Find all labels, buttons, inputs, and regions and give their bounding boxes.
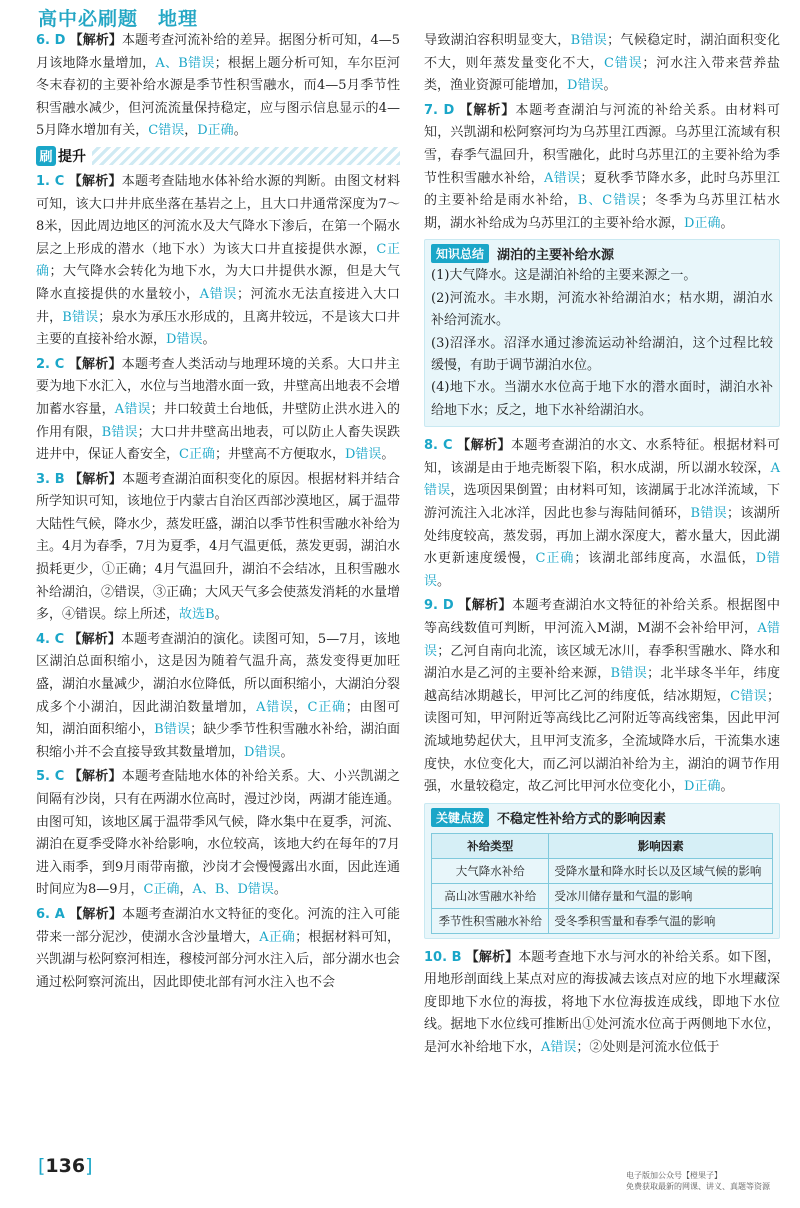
analysis-text: 本题考查湖泊水文特征的补给关系。根据图中等高线数值可判断，甲河流入M湖，M湖不会补给甲河，	[424, 598, 780, 636]
verdict: C错误	[603, 55, 643, 71]
verdict: D错误	[344, 447, 382, 463]
page-number	[38, 1155, 93, 1177]
analysis-text: ；根据上题分析可知，车尔臣河冬末春初的主要补给水源是季节性积雪融水，而4—5月季节性积雪融水减少，但河流流量保持稳定，应与图示信息显示的4—5月降水增加有关，	[36, 55, 400, 139]
question-number: 5. C	[36, 769, 65, 785]
table-header: 补给类型	[432, 833, 549, 858]
section-title: 提升	[58, 148, 86, 165]
table-cell: 高山冰雪融水补给	[432, 883, 549, 908]
verdict: C正确	[535, 551, 575, 567]
analysis-text: 。	[202, 332, 216, 348]
analysis-text: ；泉水为承压水形成的，且离井较远，不是该大口井主要的直接补给水源，	[36, 309, 400, 348]
analysis-text: ；乙河自南向北流，该区域无冰川，春季积雪融水、降水和湖泊水是乙河的主要补给来源，	[424, 643, 780, 682]
analysis-text: 本题考查湖泊水文特征的变化。河流的注入可能带来一部分泥沙，使湖水含沙量增大，	[36, 906, 400, 945]
question-number: 8. C	[424, 438, 453, 454]
knowledge-summary-label: 知识总结	[431, 244, 489, 263]
table-row	[432, 908, 773, 933]
knowledge-summary-header	[431, 244, 773, 263]
verdict: D错误	[567, 78, 604, 94]
question-number: 7. D	[424, 102, 455, 118]
footer-note	[626, 1170, 770, 1192]
analysis-tag: 【解析】	[68, 769, 122, 785]
answer-6a-continued	[424, 30, 780, 98]
analysis-text: ；读图可知，甲河附近等高线比乙河附近等高线密集，因此甲河流域地势起伏大，且甲河支流多，全流域降水后，干流集水速度快，水位变化大，而乙河以湖泊补给为主，湖泊的调节作用强，水量较稳定，故乙河比甲河水位变化小，	[424, 688, 780, 795]
analysis-text: ；河流水无法直接进入大口井，	[36, 286, 400, 325]
answer-6a	[36, 904, 400, 994]
analysis-text: 本题考查陆地水体的补给关系。大、小兴凯湖之间隔有沙岗，只有在两湖水位高时，漫过沙岗，两湖才能连通。由图可知，该地区属于温带季风气候，降水集中在夏季，河流、湖泊在夏季受降水补给影响，水位较高，该地大约在每年的7月进入雨季，到9月雨带南撤，沙岗才会慢慢露出水面，因此连通时间应为8—9月，	[36, 769, 401, 898]
table-header: 影响因素	[549, 833, 773, 858]
answer-2	[36, 354, 400, 467]
bracket-left: [	[38, 1155, 46, 1177]
analysis-text: 。	[233, 123, 247, 139]
analysis-text: ；②处则是河流水位低于	[576, 1040, 720, 1056]
analysis-text: ；井壁高不方便取水，	[214, 447, 345, 463]
key-point-box	[424, 803, 780, 939]
verdict: B错误	[62, 309, 99, 325]
analysis-text: 本题考查湖泊面积变化的原因。根据材料并结合所学知识可知，该地位于内蒙古自治区西部沙漠地区，属于温带大陆性气候，降水少，蒸发旺盛，湖泊以季节性积雪融水补给为主。4月为春季，7月为夏季，4月气温更低，蒸发更弱，湖泊水损耗更少，①正确；4月气温回升，湖泊不会结冰，且积雪融水补给湖泊，②错误，③正确；大风天气多会使蒸发消耗的水量增多，④错误。综上所述，	[36, 471, 401, 623]
answer-7	[424, 100, 780, 236]
footer-line: 电子版加公众号【橙果子】	[626, 1171, 722, 1180]
verdict: D错误	[424, 551, 780, 589]
analysis-text: 本题考查河流补给的差异。据图分析可知，4—5月该地降水量增加，	[36, 33, 400, 71]
verdict: B错误	[690, 505, 727, 521]
analysis-text: 本题考查地下水与河水的补给关系。如下图，用地形剖面线上某点对应的海拔减去该点对应的地下水埋藏深度即地下水位的海拔，将地下水位海拔连成线，即地下水位线。据地下水位线可推断出①处河流水位高于两侧地下水位，是河水补给地下水，	[424, 949, 780, 1056]
key-point-header	[431, 808, 773, 827]
answer-10	[424, 947, 780, 1060]
analysis-text: ；根据材料可知，兴凯湖与松阿察河相连，穆棱河部分河水注入后，部分湖水也会通过松阿察河流出，因此即使北部有河水注入也不会	[36, 929, 401, 990]
analysis-text: ；该湖北部纬度高，水温低，	[574, 551, 756, 567]
analysis-text: ，	[184, 123, 198, 139]
analysis-text: ；河水注入带来营养盐类，渔业资源可能增加，	[424, 55, 780, 94]
verdict: D错误	[166, 332, 203, 348]
supply-factor-table	[431, 833, 773, 934]
analysis-tag: 【解析】	[68, 356, 122, 372]
analysis-text: 本题考查陆地水体补给水源的判断。由图文材料可知，该大口井井底坐落在基岩之上，且大口井通常深度为7～8米，因此周边地区的河流水及大气降水下渗后，在第一个隔水层之上形成的潜水（地下水）为该大口井直接提供水源，	[36, 173, 400, 257]
verdict: D正确	[684, 779, 721, 795]
analysis-text: ；气候稳定时，湖泊面积变化不大，则年蒸发量变化不大，	[424, 33, 780, 71]
verdict: D正确	[684, 215, 721, 231]
left-column	[36, 30, 400, 996]
analysis-text: ；井口较黄土台地低，井壁防止洪水进入的作用有限，	[36, 401, 400, 440]
answer-1	[36, 171, 400, 352]
verdict: C错误	[730, 688, 767, 704]
question-number: 1. C	[36, 173, 65, 189]
analysis-text: ；缺少季节性积雪融水补给，湖泊面积缩小并不会直接导致其数量增加，	[36, 722, 400, 760]
verdict: A错误	[424, 620, 781, 659]
question-number: 2. C	[36, 356, 65, 372]
analysis-text: ，	[179, 882, 193, 898]
analysis-text: 。	[437, 573, 451, 589]
question-number: 10. B	[424, 949, 462, 965]
verdict: A错误	[541, 1040, 577, 1056]
analysis-text: 本题考查湖泊的水文、水系特征。根据材料可知，该湖是由于地壳断裂下陷，积水成湖，所以湖水较深，	[424, 438, 780, 476]
verdict: A错误	[199, 286, 237, 302]
verdict: C正确	[36, 241, 400, 280]
verdict: A错误	[256, 699, 294, 715]
verdict: B错误	[154, 722, 191, 738]
analysis-text: ；大口井井壁高出地表，可以防止人畜失误跌进井中，保证人畜安全，	[36, 424, 400, 463]
analysis-text: ；该湖所处纬度较高，蒸发弱，再加上湖水深度大，蓄水量大，因此湖水更新速度缓慢，	[424, 505, 780, 567]
verdict: A、B错误	[155, 55, 215, 71]
question-number: 4. C	[36, 631, 65, 647]
analysis-tag: 【解析】	[68, 173, 122, 189]
analysis-text: ；冬季为乌苏里江枯水期，湖水补给成为乌苏里江的主要补给水源，	[424, 193, 780, 231]
analysis-text: ；由图可知，湖泊面积缩小，	[36, 699, 400, 738]
analysis-text: 。	[214, 607, 228, 623]
analysis-text: 。	[720, 215, 734, 231]
answer-6d	[36, 30, 400, 143]
verdict: D正确	[197, 123, 234, 139]
verdict: 故选B	[179, 607, 215, 623]
key-point-title: 不稳定性补给方式的影响因素	[497, 811, 667, 827]
table-cell: 受冰川储存量和气温的影响	[549, 883, 773, 908]
analysis-tag: 【解析】	[457, 438, 512, 454]
analysis-text: 。	[280, 744, 294, 760]
analysis-text: ；大气降水会转化为地下水，为大口井提供水源，但是大气降水直接提供的水量较小，	[36, 264, 400, 302]
right-column	[424, 30, 780, 1062]
answer-8	[424, 435, 780, 593]
verdict: B错误	[610, 666, 648, 682]
table-cell: 受降水量和降水时长以及区域气候的影响	[549, 858, 773, 883]
analysis-tag: 【解析】	[69, 33, 122, 48]
verdict: A错误	[114, 401, 151, 417]
analysis-text: 本题考查人类活动与地理环境的关系。大口井主要为地下水汇入，水位与当地潜水面一致，井壁高出地表不会增加蓄水容量，	[36, 356, 401, 417]
analysis-text: ，	[293, 699, 308, 715]
section-header-tisheng	[36, 146, 400, 166]
analysis-text: 本题考查湖泊的演化。读图可知，5—7月，该地区湖泊总面积缩小，这是因为随着气温升高，蒸发变得更加旺盛，湖泊水量减少，湖泊水位降低，所以面积缩小，大湖泊分裂成多个小湖泊，因此湖泊数量增加，	[36, 631, 401, 715]
page-number-value: 136	[45, 1155, 86, 1177]
analysis-tag: 【解析】	[68, 631, 121, 647]
analysis-text: ，选项因果倒置；由材料可知，该湖属于北冰洋流域，下游河流注入北冰洋，因此也参与海陆间循环，	[424, 483, 780, 521]
analysis-text: ；夏秋季节降水多，此时乌苏里江的主要补给是雨水补给，	[424, 170, 780, 209]
analysis-tag: 【解析】	[465, 949, 519, 965]
table-cell: 季节性积雪融水补给	[432, 908, 549, 933]
verdict: C正确	[179, 447, 215, 463]
verdict: A、B、D错误	[192, 882, 274, 898]
verdict: A错误	[424, 460, 780, 499]
knowledge-item: (1)大气降水。这是湖泊补给的主要来源之一。	[431, 268, 697, 284]
verdict: A正确	[259, 929, 296, 945]
knowledge-item: (3)沼泽水。沼泽水通过渗流运动补给湖泊，这个过程比较缓慢，有助于调节湖泊水位。	[431, 335, 773, 373]
footer-line: 免费获取最新的网课、讲义、真题等资源	[626, 1182, 770, 1191]
analysis-tag: 【解析】	[69, 471, 123, 487]
answer-9	[424, 595, 780, 798]
analysis-text: 。	[381, 447, 395, 463]
knowledge-item: (2)河流水。丰水期，河流水补给湖泊水；枯水期，湖泊水补给河流水。	[431, 290, 773, 329]
verdict: B错误	[101, 424, 138, 440]
table-row	[432, 858, 773, 883]
verdict: C正确	[143, 882, 180, 898]
analysis-text: 本题考查湖泊与河流的补给关系。由材料可知，兴凯湖和松阿察河均为乌苏里江西源。乌苏里江流域有积雪，春季气温回升，积雪融化，此时乌苏里江的主要补给为季节性积雪融水补给，	[424, 102, 780, 186]
knowledge-summary-box	[424, 239, 780, 427]
bracket-right: ]	[85, 1155, 93, 1177]
analysis-text: 。	[273, 882, 287, 898]
verdict: A错误	[543, 170, 581, 186]
question-number: 9. D	[424, 598, 454, 614]
question-number: 3. B	[36, 471, 65, 487]
verdict: B错误	[570, 33, 608, 48]
knowledge-summary-title: 湖泊的主要补给水源	[497, 248, 615, 264]
shua-icon: 刷	[36, 146, 56, 166]
analysis-text: 导致湖泊容积明显变大，	[424, 33, 571, 48]
key-point-label: 关键点拨	[431, 808, 489, 827]
verdict: C正确	[307, 699, 346, 715]
question-number: 6. D	[36, 33, 66, 48]
verdict: B、C错误	[577, 193, 642, 209]
table-cell: 受冬季积雪量和春季气温的影响	[549, 908, 773, 933]
answer-5	[36, 766, 400, 902]
question-number: 6. A	[36, 906, 65, 922]
table-row	[432, 883, 773, 908]
answer-3	[36, 469, 400, 627]
analysis-text: 。	[603, 78, 617, 94]
analysis-tag: 【解析】	[458, 598, 512, 614]
page-header-title: 高中必刷题 地理	[38, 8, 199, 30]
analysis-tag: 【解析】	[69, 906, 123, 922]
analysis-text: ；北半球冬半年，纬度越高结冰期越长，甲河比乙河的纬度低，结冰期短，	[424, 666, 780, 704]
answer-4	[36, 629, 400, 765]
analysis-tag: 【解析】	[459, 102, 516, 118]
verdict: D错误	[244, 744, 281, 760]
table-header-row	[432, 833, 773, 858]
section-divider	[92, 147, 400, 165]
knowledge-item: (4)地下水。当湖水水位高于地下水的潜水面时，湖泊水补给地下水；反之，地下水补给湖泊水。	[431, 380, 773, 418]
verdict: C错误	[148, 123, 185, 139]
table-cell: 大气降水补给	[432, 858, 549, 883]
analysis-text: 。	[720, 779, 734, 795]
